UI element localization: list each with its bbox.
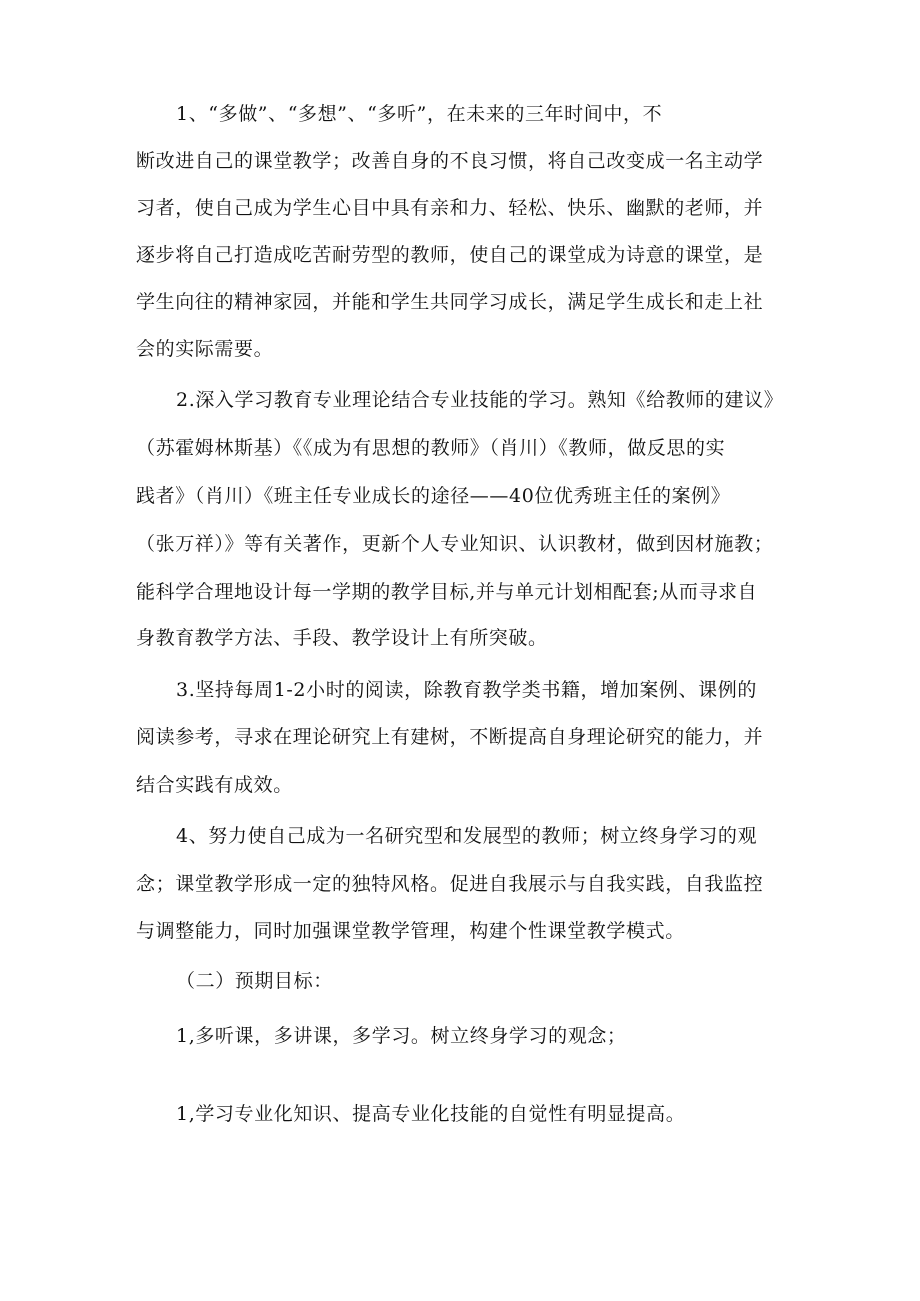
paragraph-1-line-5: 学生向往的精神家园，并能和学生共同学习成长，满足学生成长和走上社 bbox=[136, 291, 764, 313]
paragraph-3-line-3: 结合实践有成效。 bbox=[136, 774, 293, 796]
paragraph-1-line-1: 1、“多做”、“多想”、“多听”，在未来的三年时间中，不 bbox=[176, 103, 663, 125]
paragraph-2-line-2: （苏霍姆林斯基）《《成为有思想的教师》（肖川）《教师，做反思的实 bbox=[136, 437, 726, 459]
paragraph-2-line-4: （张万祥）》等有关著作，更新个人专业知识、认识教材，做到因材施教； bbox=[136, 533, 774, 555]
section-heading: （二）预期目标： bbox=[176, 970, 333, 992]
paragraph-4-line-3: 与调整能力，同时加强课堂教学管理，构建个性课堂教学模式。 bbox=[136, 920, 685, 942]
paragraph-2-line-6: 身教育教学方法、手段、教学设计上有所突破。 bbox=[136, 627, 548, 649]
paragraph-3-line-2: 阅读参考，寻求在理论研究上有建树，不断提高自身理论研究的能力，并 bbox=[136, 726, 764, 748]
paragraph-3-line-1: 3.坚持每周1-2小时的阅读，除教育教学类书籍，增加案例、课例的 bbox=[176, 679, 757, 701]
goal-item-1: 1,多听课，多讲课，多学习。树立终身学习的观念； bbox=[176, 1025, 627, 1047]
paragraph-1-line-2: 断改进自己的课堂教学；改善自身的不良习惯，将自己改变成一名主动学 bbox=[136, 150, 764, 172]
goal-item-2: 1,学习专业化知识、提高专业化技能的自觉性有明显提高。 bbox=[176, 1103, 686, 1125]
paragraph-1-line-3: 习者，使自己成为学生心目中具有亲和力、轻松、快乐、幽默的老师，并 bbox=[136, 197, 764, 219]
paragraph-2-line-3: 践者》（肖川）《班主任专业成长的途径——40位优秀班主任的案例》 bbox=[136, 485, 731, 507]
paragraph-4-line-2: 念；课堂教学形成一定的独特风格。促进自我展示与自我实践，自我监控 bbox=[136, 873, 764, 895]
paragraph-2-line-5: 能科学合理地设计每一学期的教学目标,并与单元计划相配套;从而寻求自 bbox=[136, 581, 758, 603]
paragraph-4-line-1: 4、努力使自己成为一名研究型和发展型的教师；树立终身学习的观 bbox=[176, 825, 758, 847]
paragraph-2-line-1: 2.深入学习教育专业理论结合专业技能的学习。熟知《给教师的建议》 bbox=[176, 389, 784, 411]
paragraph-1-line-6: 会的实际需要。 bbox=[136, 338, 274, 360]
paragraph-1-line-4: 逐步将自己打造成吃苦耐劳型的教师，使自己的课堂成为诗意的课堂，是 bbox=[136, 244, 764, 266]
